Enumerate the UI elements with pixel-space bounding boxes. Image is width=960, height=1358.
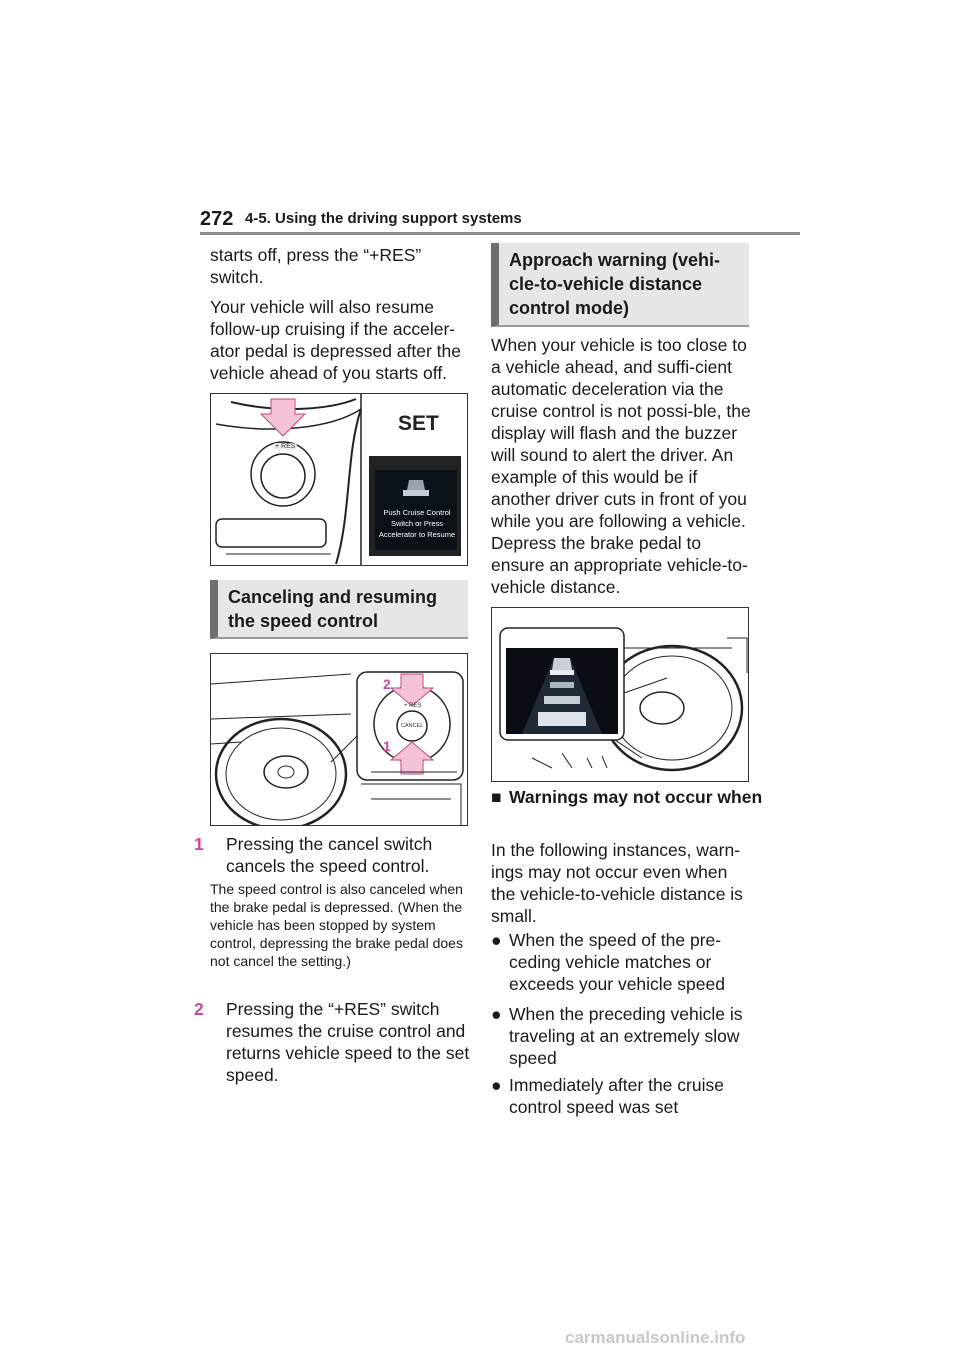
bullet-marker: ● (491, 1075, 502, 1095)
header-rule (200, 232, 800, 235)
bullet-marker: ● (491, 1004, 502, 1024)
step-2-number: 2 (194, 999, 204, 1019)
figure-approach-warning-display (491, 607, 749, 782)
callout-number-2: 2 (383, 676, 391, 692)
callout-number-1: 1 (383, 738, 391, 754)
step-1-text: Pressing the cancel switch cancels the speed control. (226, 834, 433, 876)
bullet-text: When the preceding vehicle is traveling at an extremely slow speed (509, 1004, 743, 1068)
section-title: 4-5. Using the driving support systems (245, 210, 522, 227)
bullet-text: When the speed of the pre-ceding vehicle matches or exceeds your vehicle speed (509, 930, 725, 994)
heading-canceling-resuming: Canceling and resuming the speed control (210, 580, 468, 639)
approach-warning-paragraph: When your vehicle is too close to a vehicle ahead, and suffi-cient automatic deceleration via the cruise control is not possi-ble, the display will flash and the buzzer will sound to alert the driver. An example of this would be if another driver cuts in front of you while you are following a vehicle. Depress the brake pedal to ensure an appropriate vehicle-to-vehicle distance. (491, 335, 751, 597)
cancel-button-label: CANCEL (401, 723, 424, 729)
figure-cancel-res-switch (210, 653, 468, 826)
screen-line-2: Switch or Press (390, 519, 444, 528)
heading-approach-warning: Approach warning (vehi-cle-to-vehicle distance control mode) (491, 243, 749, 327)
bullet-text: Immediately after the cruise control speed was set (509, 1075, 724, 1117)
approach-warning-drawing (492, 608, 748, 781)
step-1 (194, 833, 488, 877)
warnings-paragraph: In the following instances, warn-ings may not occur even when the vehicle-to-vehicle distance is small. (491, 840, 743, 926)
bullet-item (491, 1003, 771, 1069)
screen-line-3: Accelerator to Resume (378, 530, 456, 539)
bullet-marker: ● (491, 930, 502, 950)
res-button-label: + RES (275, 443, 296, 450)
resume-screen-message (373, 507, 461, 540)
subheading-warnings (491, 786, 771, 808)
subheading-text: Warnings may not occur when (509, 787, 763, 807)
subheading-marker: ■ (491, 787, 502, 807)
step-1-number: 1 (194, 834, 204, 854)
set-label: SET (398, 412, 439, 435)
cancel-note: The speed control is also canceled when the brake pedal is depressed. (When the vehicle has been stopped by system control, depressing the brake pedal does not cancel the setting.) (210, 881, 463, 969)
step-2-text: Pressing the “+RES” switch resumes the cruise control and returns vehicle speed to the set speed. (226, 999, 470, 1085)
dashboard-drawing (211, 654, 467, 825)
intro-paragraph-1: starts off, press the “+RES” switch. (210, 245, 422, 287)
step-2 (194, 998, 488, 1086)
screen-line-1: Push Cruise Control (383, 508, 451, 517)
bullet-item (491, 929, 771, 995)
figure-res-switch-display (210, 393, 468, 566)
bullet-item (491, 1074, 771, 1118)
press-arrow-icon (261, 399, 305, 436)
watermark: carmanualsonline.info (565, 1328, 746, 1347)
res-button-label: + RES (404, 703, 422, 709)
intro-paragraph-2: Your vehicle will also resume follow-up cruising if the acceler-ator pedal is depressed after the vehicle ahead of you starts off. (210, 297, 461, 383)
page-number: 272 (200, 208, 234, 230)
